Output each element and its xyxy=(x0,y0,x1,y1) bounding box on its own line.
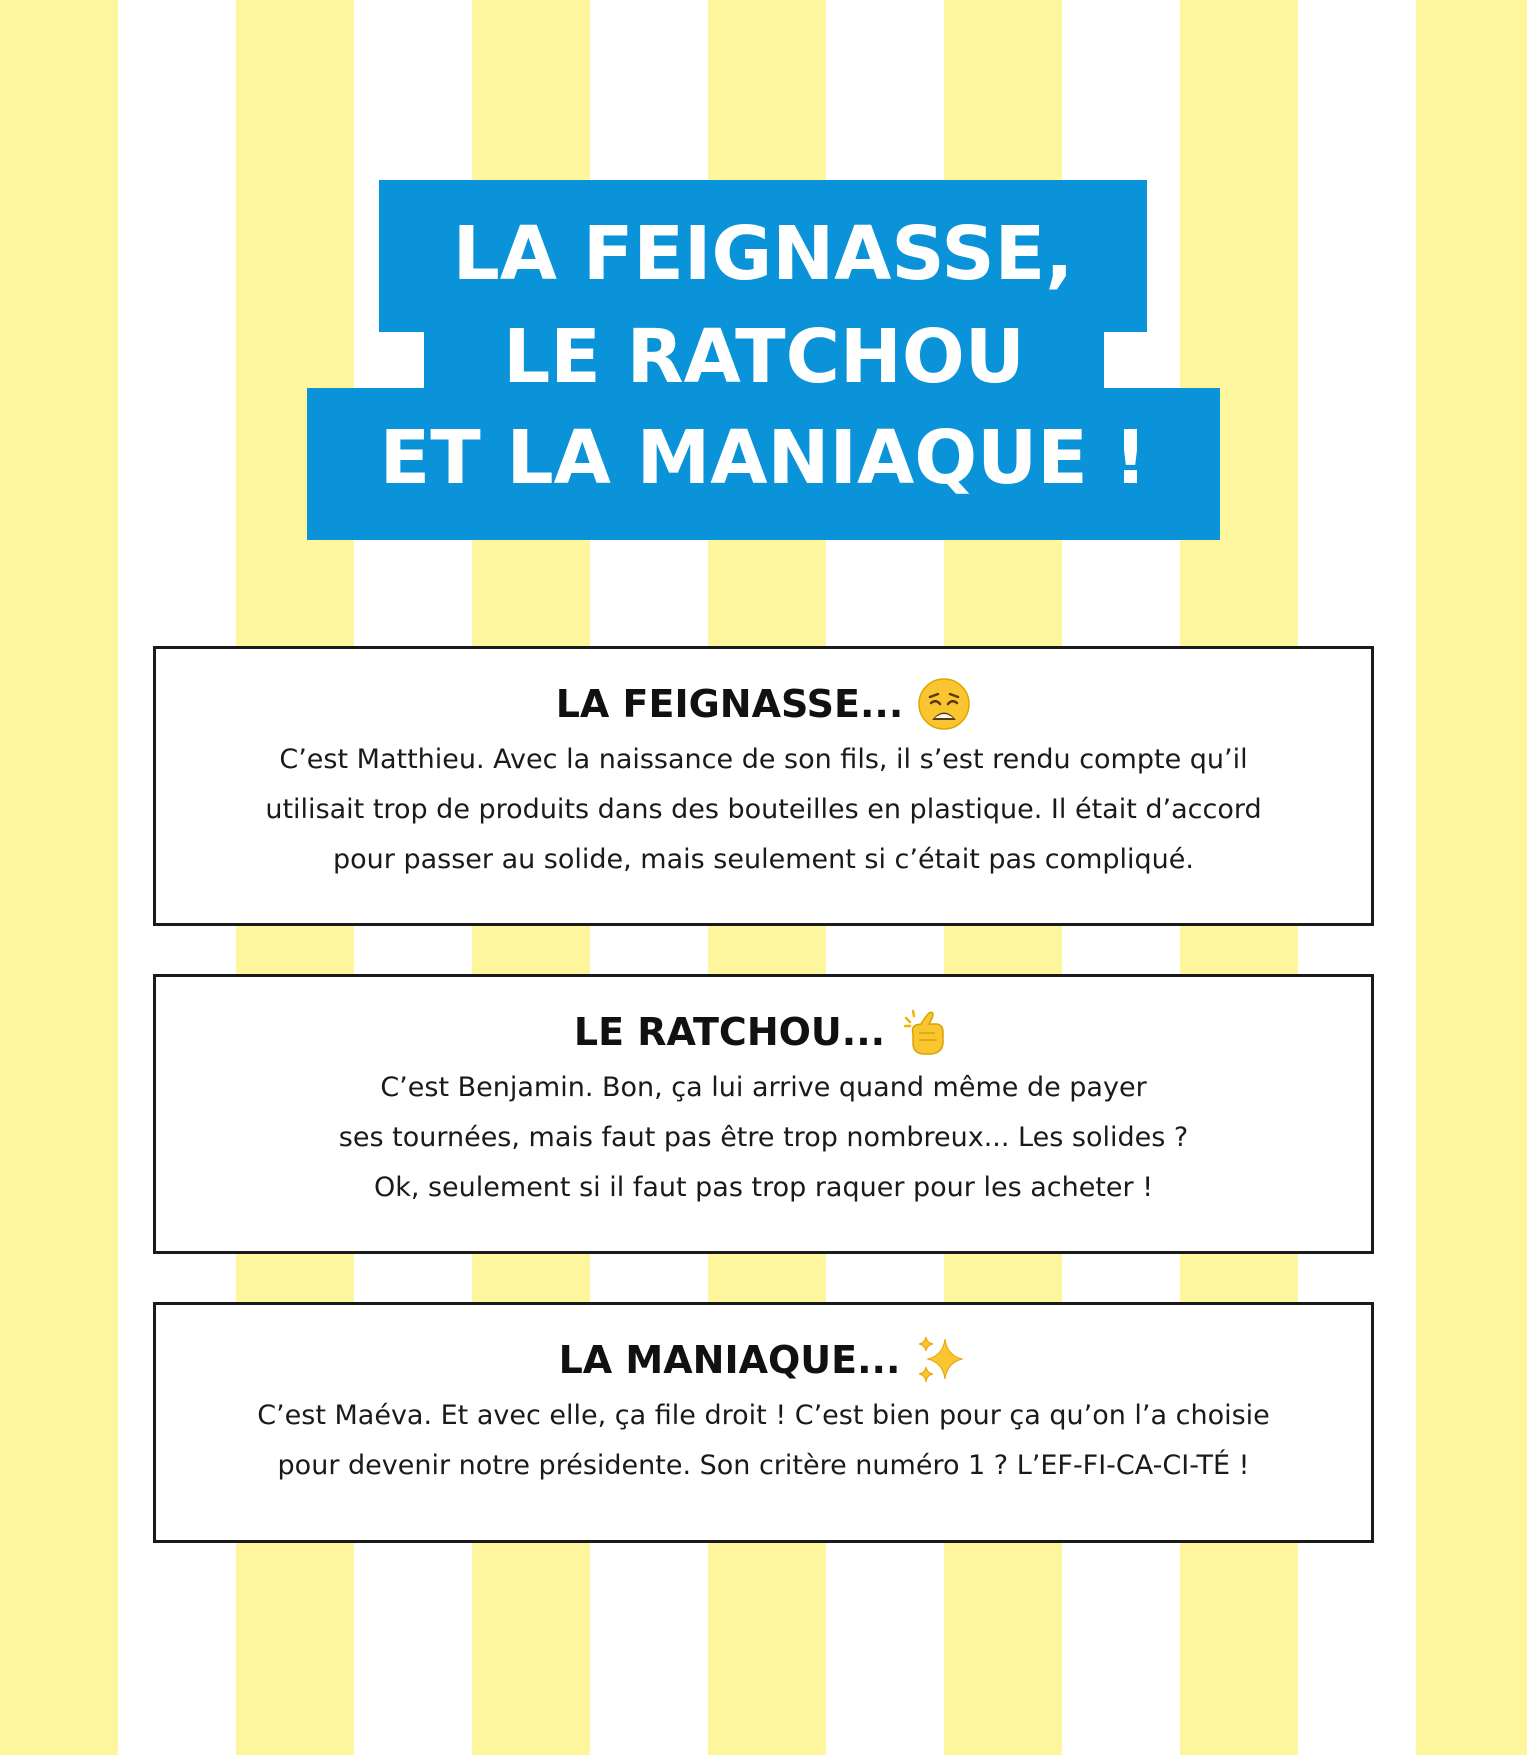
card-heading-text: LE RATCHOU... xyxy=(573,1010,886,1054)
card-body xyxy=(156,1063,1371,1213)
card-body-line: C’est Maéva. Et avec elle, ça file droit ! C’est bien pour ça qu’on l’a choisie xyxy=(257,1400,1270,1431)
card-heading-text: LA MANIAQUE... xyxy=(558,1338,901,1382)
card-heading-text: LA FEIGNASSE... xyxy=(555,682,904,726)
card-body-line: utilisait trop de produits dans des bouteilles en plastique. Il était d’accord xyxy=(265,794,1262,825)
card-body-line: pour devenir notre présidente. Son critère numéro 1 ? L’EF-FI-CA-CI-TÉ ! xyxy=(277,1450,1250,1481)
card-body xyxy=(156,1391,1371,1491)
card-heading xyxy=(156,1003,1371,1061)
card-body-line: ses tournées, mais faut pas être trop nombreux... Les solides ? xyxy=(338,1122,1189,1153)
card-ratchou xyxy=(153,974,1374,1254)
card-maniaque xyxy=(153,1302,1374,1543)
card-feignasse xyxy=(153,646,1374,926)
title-line-1: LA FEIGNASSE, xyxy=(379,180,1147,332)
card-body xyxy=(156,735,1371,885)
title-line-2: LE RATCHOU xyxy=(424,300,1104,400)
sparkles-icon xyxy=(914,1333,968,1387)
card-body-line: pour passer au solide, mais seulement si c’était pas compliqué. xyxy=(333,844,1194,875)
finger-snap-hand-icon xyxy=(899,1005,953,1059)
weary-face-icon xyxy=(917,677,971,731)
card-heading xyxy=(156,675,1371,733)
title-line-3: ET LA MANIAQUE ! xyxy=(307,388,1220,540)
card-body-line: C’est Benjamin. Bon, ça lui arrive quand même de payer xyxy=(380,1072,1147,1103)
card-body-line: Ok, seulement si il faut pas trop raquer pour les acheter ! xyxy=(373,1172,1154,1203)
card-heading xyxy=(156,1331,1371,1389)
card-body-line: C’est Matthieu. Avec la naissance de son fils, il s’est rendu compte qu’il xyxy=(279,744,1248,775)
